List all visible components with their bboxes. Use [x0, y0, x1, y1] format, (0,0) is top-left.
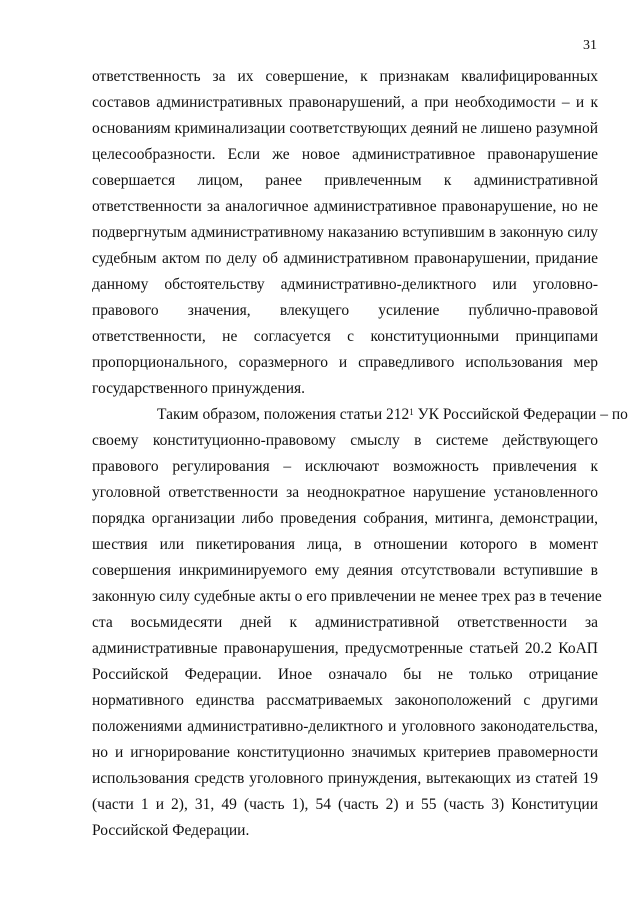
- text-line: правового регулирования – исключают возможность привлечения к: [92, 458, 598, 475]
- paragraph-1: [92, 64, 598, 402]
- text-line: своему конституционно-правовому смыслу в системе действующего: [92, 432, 598, 449]
- text-line: уголовной ответственности за неоднократное нарушение установленного: [92, 484, 598, 501]
- page-number: 31: [583, 38, 597, 53]
- text-line: ответственности за аналогичное административное правонарушение, но не: [92, 198, 598, 215]
- text-line: подвергнутым административному наказанию вступившим в законную силу: [92, 224, 598, 241]
- text-line: ответственности, не согласуется с конституционными принципами: [92, 328, 598, 345]
- text-line: законную силу судебные акты о его привлечении не менее трех раз в течение: [92, 588, 602, 605]
- text-segment: УК Российской Федерации – по: [413, 406, 628, 423]
- text-line: правового значения, влекущего усиление публично-правовой: [92, 302, 598, 319]
- document-body: [92, 64, 628, 844]
- text-line: но и игнорирование конституционно значимых критериев правомерности: [92, 744, 598, 761]
- text-line: нормативного единства рассматриваемых законоположений с другими: [92, 692, 598, 709]
- text-line: порядка организации либо проведения собрания, митинга, демонстрации,: [92, 510, 598, 527]
- text-line: государственного принуждения.: [92, 380, 306, 397]
- text-line-first: [92, 402, 628, 428]
- text-line: совершается лицом, ранее привлеченным к административной: [92, 172, 598, 189]
- text-line: использования средств уголовного принуждения, вытекающих из статей 19: [92, 770, 598, 787]
- text-line: ста восьмидесяти дней к административной ответственности за: [92, 614, 598, 631]
- text-line: совершения инкриминируемого ему деяния отсутствовали вступившие в: [92, 562, 598, 579]
- text-line: составов административных правонарушений, а при необходимости – и к: [92, 94, 598, 111]
- text-line: ответственность за их совершение, к признакам квалифицированных: [92, 68, 598, 85]
- text-line: шествия или пикетирования лица, в отношении которого в момент: [92, 536, 598, 553]
- text-segment: Таким образом, положения статьи 212: [157, 406, 410, 423]
- text-line: Российской Федерации.: [92, 822, 250, 839]
- text-line: судебным актом по делу об административном правонарушении, придание: [92, 250, 598, 267]
- text-line: Российской Федерации. Иное означало бы не только отрицание: [92, 666, 598, 683]
- superscript: 1: [409, 407, 414, 417]
- paragraph-2: [92, 402, 628, 844]
- text-line: административные правонарушения, предусмотренные статьей 20.2 КоАП: [92, 640, 598, 657]
- text-line: положениями административно-деликтного и уголовного законодательства,: [92, 718, 598, 735]
- text-line: целесообразности. Если же новое административное правонарушение: [92, 146, 598, 163]
- text-line: (части 1 и 2), 31, 49 (часть 1), 54 (часть 2) и 55 (часть 3) Конституции: [92, 796, 598, 813]
- text-line: основаниям криминализации соответствующих деяний не лишено разумной: [92, 120, 598, 137]
- text-line: пропорционального, соразмерного и справедливого использования мер: [92, 354, 598, 371]
- text-line: данному обстоятельству административно-деликтного или уголовно-: [92, 276, 598, 293]
